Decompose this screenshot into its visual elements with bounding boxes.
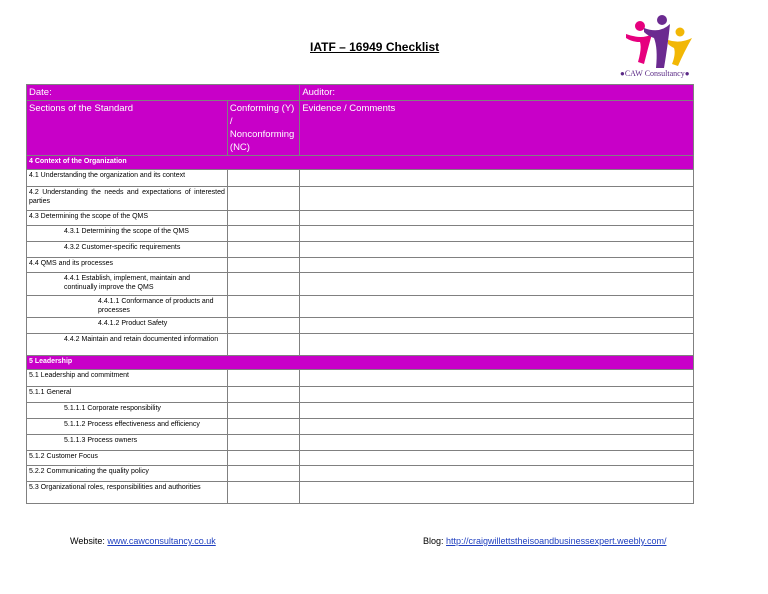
date-field[interactable]: Date: (27, 85, 300, 101)
table-row: 4.3.1 Determining the scope of the QMS (27, 226, 694, 242)
evidence-cell[interactable] (300, 170, 694, 187)
blog-link[interactable]: http://craigwillettstheisoandbusinessexpert.weebly.com/ (446, 536, 667, 546)
conforming-cell[interactable] (227, 170, 299, 187)
evidence-cell[interactable] (300, 226, 694, 242)
evidence-cell[interactable] (300, 187, 694, 211)
conforming-cell[interactable] (227, 482, 299, 504)
evidence-header: Evidence / Comments (300, 101, 694, 156)
blog-label: Blog: (423, 536, 444, 546)
conforming-cell[interactable] (227, 334, 299, 356)
evidence-cell[interactable] (300, 334, 694, 356)
blog-footer (423, 536, 666, 546)
table-row: 5.3 Organizational roles, responsibilities and authorities (27, 482, 694, 504)
evidence-cell[interactable] (300, 466, 694, 482)
website-link[interactable]: www.cawconsultancy.co.uk (107, 536, 216, 546)
conforming-cell[interactable] (227, 403, 299, 419)
table-row: 5.2.2 Communicating the quality policy (27, 466, 694, 482)
table-row: 4.4.1.1 Conformance of products and processes (27, 296, 694, 318)
table-row: 5.1 Leadership and commitment (27, 370, 694, 387)
website-label: Website: (70, 536, 105, 546)
website-footer (70, 536, 216, 546)
conforming-cell[interactable] (227, 387, 299, 403)
conforming-cell[interactable] (227, 370, 299, 387)
evidence-cell[interactable] (300, 419, 694, 435)
evidence-cell[interactable] (300, 482, 694, 504)
evidence-cell[interactable] (300, 403, 694, 419)
evidence-cell[interactable] (300, 451, 694, 466)
conforming-cell[interactable] (227, 258, 299, 273)
table-row: 4.4 QMS and its processes (27, 258, 694, 273)
table-row: 5.1.1 General (27, 387, 694, 403)
evidence-cell[interactable] (300, 370, 694, 387)
conforming-cell[interactable] (227, 318, 299, 334)
table-row: 5.1.1.2 Process effectiveness and efficiency (27, 419, 694, 435)
conforming-header: Conforming (Y) / Nonconforming (NC) (227, 101, 299, 156)
conforming-cell[interactable] (227, 296, 299, 318)
table-row: 4.4.2 Maintain and retain documented information (27, 334, 694, 356)
table-row: 4.1 Understanding the organization and its context (27, 170, 694, 187)
conforming-cell[interactable] (227, 435, 299, 451)
auditor-field[interactable]: Auditor: (300, 85, 694, 101)
table-row: 4.4.1 Establish, implement, maintain and continually improve the QMS (27, 273, 694, 296)
evidence-cell[interactable] (300, 387, 694, 403)
page-title: IATF – 16949 Checklist (310, 40, 440, 54)
logo-text: ●CAW Consultancy● (620, 69, 690, 78)
table-row: 4.3 Determining the scope of the QMS (27, 211, 694, 226)
conforming-cell[interactable] (227, 419, 299, 435)
conforming-cell[interactable] (227, 273, 299, 296)
table-row: 5.1.1.1 Corporate responsibility (27, 403, 694, 419)
conforming-cell[interactable] (227, 242, 299, 258)
checklist-table (26, 84, 694, 504)
conforming-cell[interactable] (227, 187, 299, 211)
conforming-cell[interactable] (227, 466, 299, 482)
section-header: 4 Context of the Organization (27, 156, 694, 170)
evidence-cell[interactable] (300, 242, 694, 258)
table-row: 5.1.2 Customer Focus (27, 451, 694, 466)
evidence-cell[interactable] (300, 211, 694, 226)
section-header: 5 Leadership (27, 356, 694, 370)
evidence-cell[interactable] (300, 435, 694, 451)
evidence-cell[interactable] (300, 273, 694, 296)
table-row: 4.2 Understanding the needs and expectations of interested parties (27, 187, 694, 211)
table-row: 4.4.1.2 Product Safety (27, 318, 694, 334)
conforming-cell[interactable] (227, 211, 299, 226)
evidence-cell[interactable] (300, 318, 694, 334)
evidence-cell[interactable] (300, 258, 694, 273)
table-row: 4.3.2 Customer-specific requirements (27, 242, 694, 258)
table-row: 5.1.1.3 Process owners (27, 435, 694, 451)
conforming-cell[interactable] (227, 226, 299, 242)
evidence-cell[interactable] (300, 296, 694, 318)
sections-header: Sections of the Standard (27, 101, 228, 156)
conforming-cell[interactable] (227, 451, 299, 466)
